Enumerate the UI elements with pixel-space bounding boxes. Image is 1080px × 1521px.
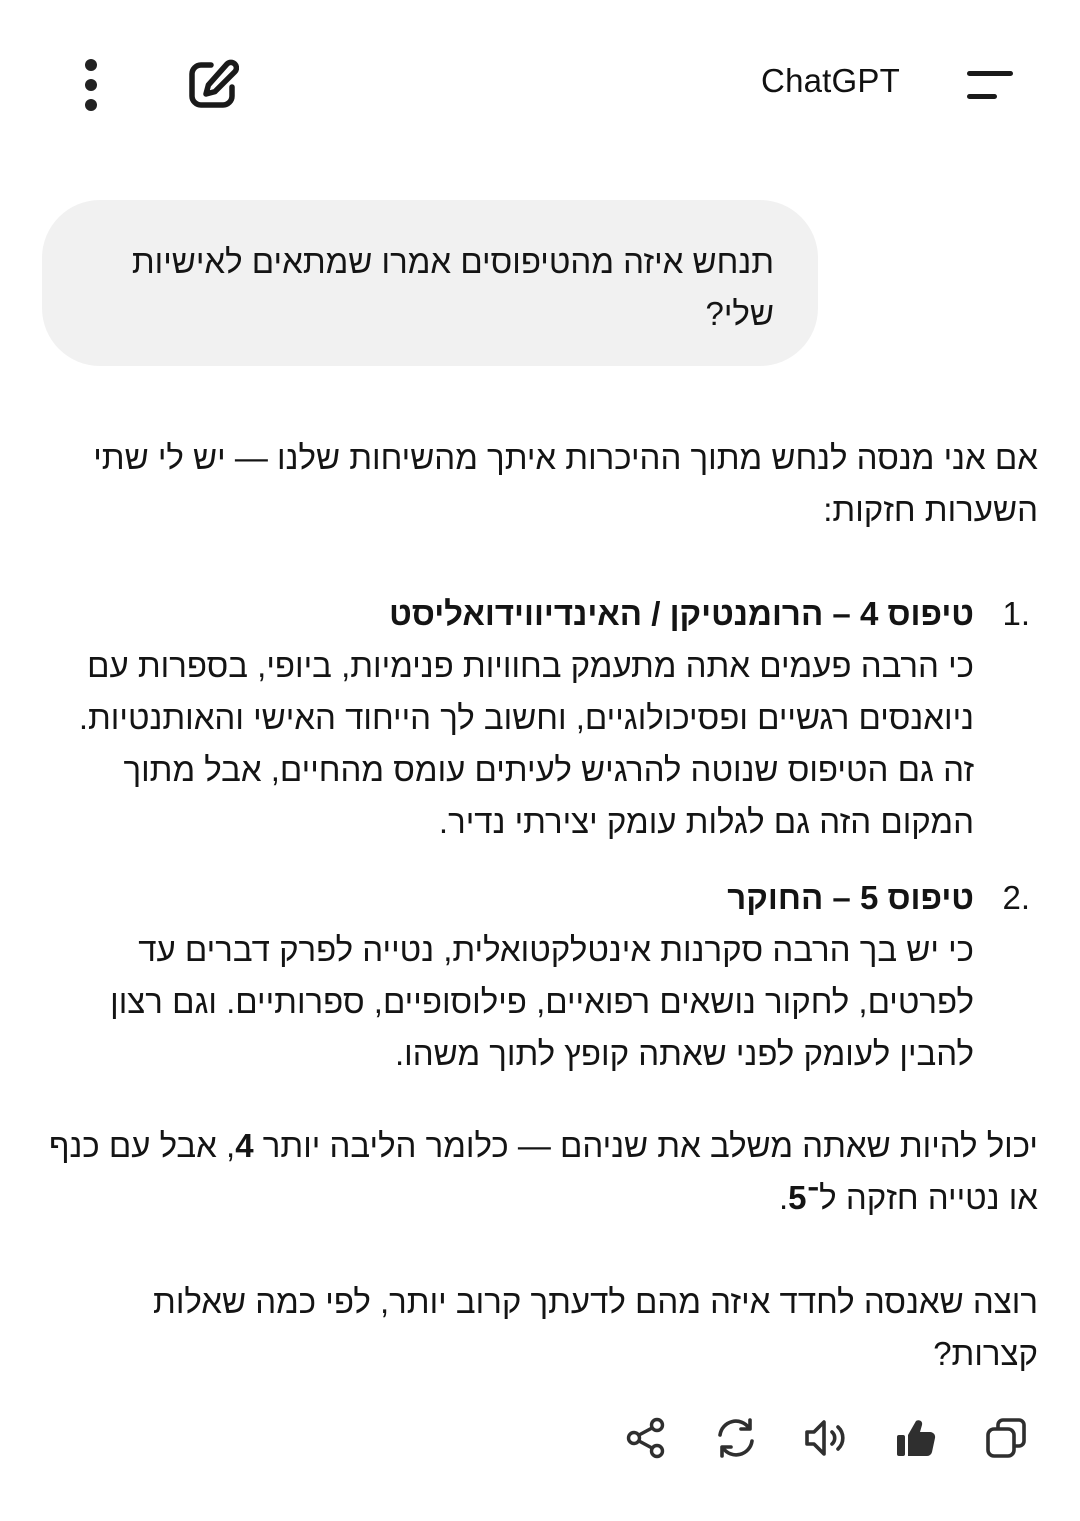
list-item — [44, 588, 1038, 848]
vertical-dots-icon — [81, 57, 101, 113]
assistant-intro: אם אני מנסה לנחש מתוך ההיכרות איתך מהשיחות שלנו — יש לי שתי השערות חזקות: — [93, 439, 1038, 528]
hamburger-menu-icon — [965, 68, 1017, 102]
assistant-combination-paragraph — [44, 1120, 1038, 1224]
list-item-body: כי הרבה פעמים אתה מתעמק בחוויות פנימיות, ביופי, בספרות עם ניואנסים רגשיים ופסיכולוגיים, וחשוב לך הייחוד האישי והאותנטיות. זה גם הטיפוס שנוטה להרגיש לעיתים עומס מהחיים, אבל מתוך המקום הזה גם לגלות עומק יצירתי נדיר. — [78, 647, 974, 840]
copy-icon — [984, 1416, 1028, 1460]
regenerate-icon — [713, 1416, 759, 1460]
share-icon — [624, 1416, 668, 1460]
type-list — [44, 588, 1038, 1080]
thumbs-up-button[interactable] — [886, 1408, 946, 1468]
list-number: 1. — [1002, 595, 1030, 632]
top-app-bar — [0, 0, 1080, 170]
copy-button[interactable] — [976, 1408, 1036, 1468]
mix-text-middle: , אבל עם כנף או נטייה חזקה ל־ — [48, 1127, 1038, 1216]
read-aloud-icon — [803, 1416, 849, 1460]
assistant-message — [44, 432, 1038, 1380]
more-options-button[interactable] — [60, 50, 122, 120]
list-item-title: טיפוס 4 – הרומנטיקן / האינדיווידואליסט — [389, 595, 974, 632]
app-title: ChatGPT — [761, 62, 900, 99]
thumbs-up-icon — [894, 1416, 938, 1460]
list-number: 2. — [1002, 879, 1030, 916]
user-message-bubble — [42, 200, 818, 366]
mix-bold-type-4: 4 — [235, 1127, 254, 1164]
sidebar-menu-button[interactable] — [956, 56, 1026, 114]
user-message-text: תנחש איזה מהטיפוסים אמרו שמתאים לאישיות שלי? — [131, 243, 774, 332]
assistant-followup-question: רוצה שאנסה לחדד איזה מהם לדעתך קרוב יותר, לפי כמה שאלות קצרות? — [153, 1283, 1038, 1372]
list-item — [44, 872, 1038, 1080]
mix-text-after: . — [779, 1179, 789, 1216]
list-item-body: כי יש בך הרבה סקרנות אינטלקטואלית, נטייה לפרק דברים עד לפרטים, לחקור נושאים רפואיים, פילוסופיים, ספרותיים. וגם רצון להבין לעומק לפני שאתה קופץ לתוך משהו. — [110, 931, 974, 1072]
regenerate-button[interactable] — [706, 1408, 766, 1468]
share-button[interactable] — [616, 1408, 676, 1468]
message-action-bar — [586, 1408, 1036, 1468]
edit-pencil-icon — [187, 59, 239, 111]
new-chat-button[interactable] — [178, 52, 248, 118]
mix-bold-type-5: 5 — [788, 1179, 807, 1216]
list-item-title: טיפוס 5 – החוקר — [727, 879, 974, 916]
mix-text-before: יכול להיות שאתה משלב את שניהם — כלומר הליבה יותר — [253, 1127, 1038, 1164]
read-aloud-button[interactable] — [796, 1408, 856, 1468]
